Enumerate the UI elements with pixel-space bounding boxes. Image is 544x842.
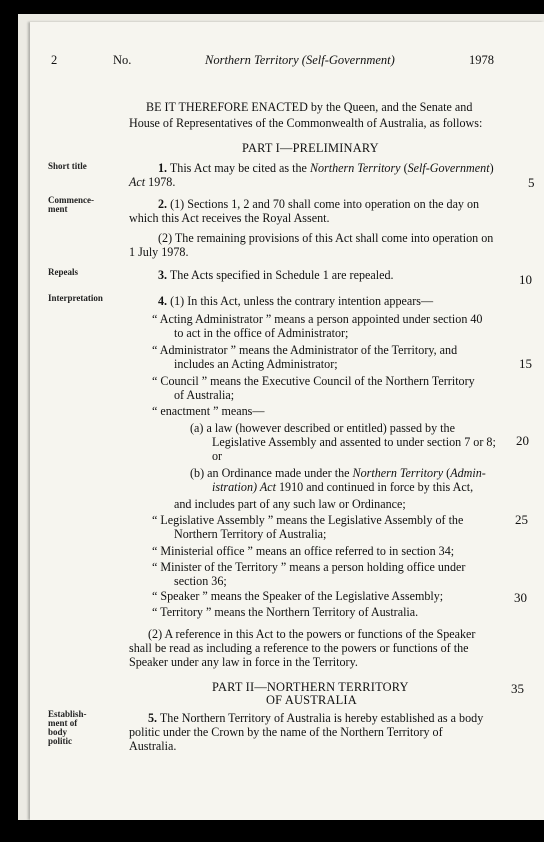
section-5-line-1: 5. The Northern Territory of Australia is hereby established as a body (148, 711, 484, 725)
line-number-20: 20 (516, 433, 529, 448)
def-council-1: “ Council ” means the Executive Council of the Northern Territory (152, 374, 475, 388)
enacting-line-2: House of Representatives of the Commonwealth of Australia, as follows: (129, 116, 483, 130)
line-number-30: 30 (514, 590, 527, 605)
line-number-5: 5 (528, 175, 535, 190)
act-number-label: No. (113, 53, 132, 67)
def-acting-administrator-2: to act in the office of Administrator; (174, 326, 349, 340)
page-number: 2 (51, 53, 58, 67)
section-1-line-1: 1. This Act may be cited as the Northern Territory (Self-Government) (158, 161, 494, 175)
def-enactment-includes: and includes part of any such law or Ordinance; (174, 497, 406, 511)
def-administrator-2: includes an Acting Administrator; (174, 357, 338, 371)
margin-note-interpretation: Interpretation (48, 293, 103, 303)
def-acting-administrator-1: “ Acting Administrator ” means a person appointed under section 40 (152, 312, 483, 326)
def-territory: “ Territory ” means the Northern Territory of Australia. (152, 605, 419, 619)
section-5-line-3: Australia. (129, 739, 177, 753)
section-1-line-2: Act 1978. (129, 175, 176, 189)
margin-note-short-title: Short title (48, 161, 87, 171)
margin-note-repeals: Repeals (48, 267, 78, 277)
margin-note-commencement: Commence- ment (48, 195, 94, 214)
line-number-35: 35 (511, 681, 524, 696)
part-2-heading-line-1: PART II—NORTHERN TERRITORY (212, 680, 409, 694)
section-2-sub2-line-1: (2) The remaining provisions of this Act shall come into operation on (158, 231, 494, 245)
def-legislative-assembly-2: Northern Territory of Australia; (174, 527, 327, 541)
def-minister-1: “ Minister of the Territory ” means a person holding office under (152, 560, 466, 574)
enacting-line-1: BE IT THEREFORE ENACTED by the Queen, and the Senate and (146, 100, 473, 114)
def-ministerial-office: “ Ministerial office ” means an office referred to in section 34; (152, 544, 455, 558)
def-enactment-a-3: or (212, 449, 223, 463)
def-enactment-a-1: (a) a law (however described or entitled) passed by the (190, 421, 455, 435)
def-enactment-b-2: istration) Act 1910 and continued in force by this Act, (212, 480, 474, 494)
section-5-line-2: politic under the Crown by the name of the Northern Territory of (129, 725, 443, 739)
part-2-heading-line-2: OF AUSTRALIA (266, 693, 357, 707)
def-administrator-1: “ Administrator ” means the Administrator of the Territory, and (152, 343, 458, 357)
section-4-sub2-line-1: (2) A reference in this Act to the powers or functions of the Speaker (148, 627, 476, 641)
def-enactment-a-2: Legislative Assembly and assented to under section 7 or 8; (212, 435, 496, 449)
section-2-line-1: 2. (1) Sections 1, 2 and 70 shall come into operation on the day on (158, 197, 480, 211)
section-2-line-2: which this Act receives the Royal Assent. (129, 211, 330, 225)
section-3: 3. The Acts specified in Schedule 1 are repealed. (158, 268, 394, 282)
running-title: Northern Territory (Self-Government) (205, 53, 395, 67)
line-number-25: 25 (515, 512, 528, 527)
section-2-sub2-line-2: 1 July 1978. (129, 245, 189, 259)
def-council-2: of Australia; (174, 388, 235, 402)
margin-note-establishment: Establish- ment of body politic (48, 709, 87, 746)
def-minister-2: section 36; (174, 574, 227, 588)
section-4-sub2-line-3: Speaker under any law in force in the Territory. (129, 655, 358, 669)
def-enactment-b-1: (b) an Ordinance made under the Northern Territory (Admin- (190, 466, 486, 480)
section-4-sub2-line-2: shall be read as including a reference to the powers or functions of the (129, 641, 469, 655)
def-speaker: “ Speaker ” means the Speaker of the Legislative Assembly; (152, 589, 444, 603)
line-number-10: 10 (519, 272, 532, 287)
running-year: 1978 (469, 53, 494, 67)
part-1-heading: PART I—PRELIMINARY (242, 141, 379, 155)
def-enactment: “ enactment ” means— (152, 404, 265, 418)
section-4-intro: 4. (1) In this Act, unless the contrary intention appears— (158, 294, 434, 308)
def-legislative-assembly-1: “ Legislative Assembly ” means the Legislative Assembly of the (152, 513, 464, 527)
line-number-15: 15 (519, 356, 532, 371)
